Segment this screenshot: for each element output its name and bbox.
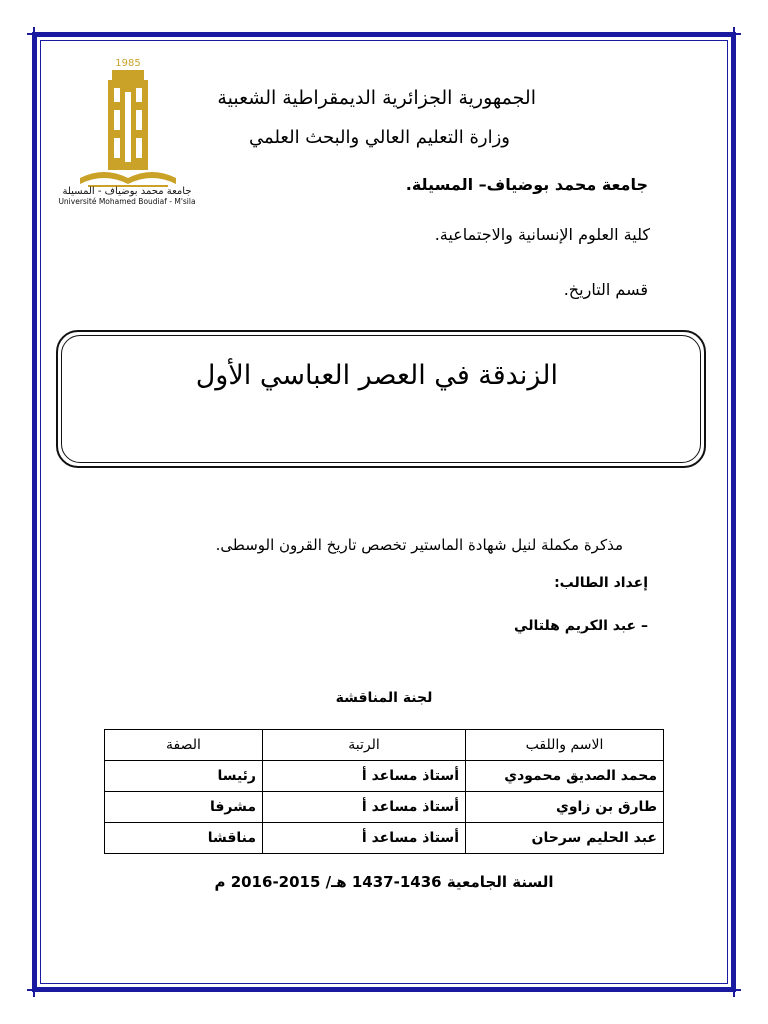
ministry-title: وزارة التعليم العالي والبحث العلمي <box>249 127 510 148</box>
title-frame-inner <box>61 335 701 463</box>
table-row <box>105 761 664 792</box>
committee-heading: لجنة المناقشة <box>335 690 433 706</box>
corner-ornament <box>27 27 41 41</box>
memo-description: مذكرة مكملة لنيل شهادة الماستير تخصص تاريخ القرون الوسطى. <box>215 536 623 554</box>
faculty-name: كلية العلوم الإنسانية والاجتماعية. <box>434 225 650 244</box>
corner-ornament <box>727 27 741 41</box>
jury-name: عبد الحليم سرحان <box>466 823 664 854</box>
jury-table <box>104 729 664 854</box>
logo-caption-fr: Université Mohamed Boudiaf - M'sila <box>58 197 196 206</box>
republic-title: الجمهورية الجزائرية الديمقراطية الشعبية <box>217 87 536 109</box>
header-rank: الرتبة <box>263 730 466 761</box>
logo-year: 1985 <box>115 58 141 69</box>
jury-role: رئيسا <box>105 761 263 792</box>
jury-role: مناقشا <box>105 823 263 854</box>
jury-rank: أستاذ مساعد أ <box>263 761 466 792</box>
table-row <box>105 823 664 854</box>
corner-ornament <box>727 983 741 997</box>
jury-role: مشرفا <box>105 792 263 823</box>
corner-ornament <box>27 983 41 997</box>
header-name: الاسم واللقب <box>466 730 664 761</box>
jury-rank: أستاذ مساعد أ <box>263 792 466 823</box>
department-name: قسم التاريخ. <box>563 280 648 299</box>
student-name: – عبد الكريم هلتالي <box>514 618 648 634</box>
academic-year: السنة الجامعية 1436-1437 هـ/ 2015-2016 م <box>214 873 554 891</box>
university-name: جامعة محمد بوضياف– المسيلة. <box>405 175 648 194</box>
jury-name: طارق بن زاوي <box>466 792 664 823</box>
logo-caption-ar: جامعة محمد بوضياف - المسيلة <box>62 186 192 197</box>
jury-name: محمد الصديق محمودي <box>466 761 664 792</box>
table-header-row <box>105 730 664 761</box>
logo-caption <box>52 186 202 206</box>
jury-rank: أستاذ مساعد أ <box>263 823 466 854</box>
table-row <box>105 792 664 823</box>
prepared-by-label: إعداد الطالب: <box>554 575 648 591</box>
thesis-title: الزندقة في العصر العباسي الأول <box>195 360 558 391</box>
header-role: الصفة <box>105 730 263 761</box>
